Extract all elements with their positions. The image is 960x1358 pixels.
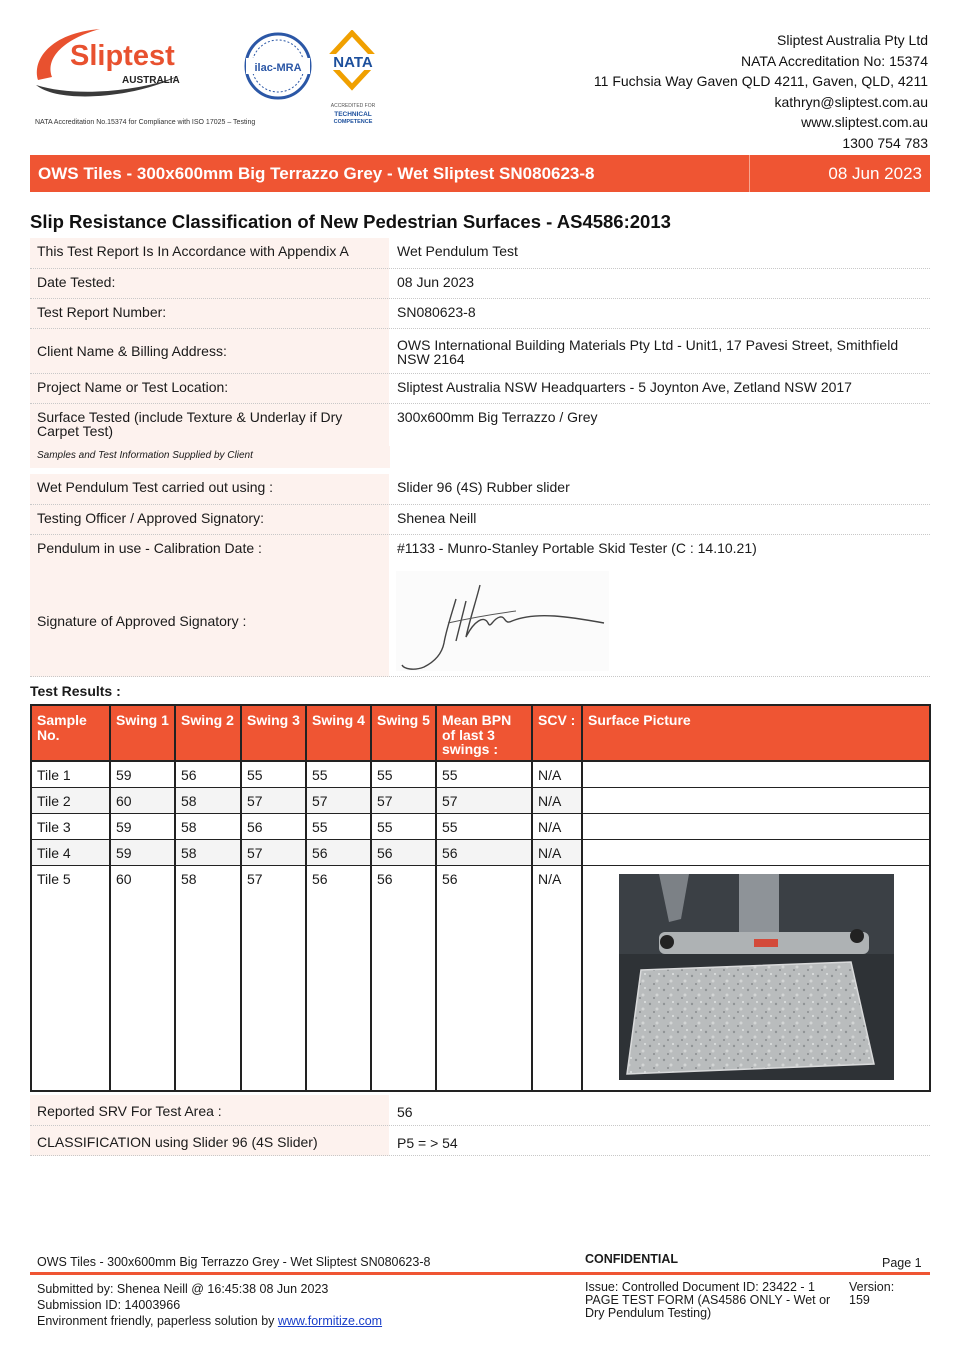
test-results-table (30, 704, 931, 1092)
footer-divider (30, 1272, 930, 1275)
table-cell: N/A (532, 813, 582, 839)
table-cell: N/A (532, 761, 582, 787)
svg-text:COMPETENCE: COMPETENCE (333, 119, 373, 125)
info-label: Wet Pendulum Test carried out using : (30, 474, 389, 505)
info-label: Client Name & Billing Address: (30, 329, 389, 374)
info-label: Signature of Approved Signatory : (30, 567, 389, 677)
col-swing-1: Swing 1 (110, 705, 175, 761)
accreditation-badges (242, 30, 387, 135)
ilac-badge (246, 34, 310, 98)
table-row (31, 813, 930, 839)
table-cell: Tile 2 (31, 787, 110, 813)
srv-value: 56 (397, 1104, 413, 1120)
samples-note: Samples and Test Information Supplied by Client (30, 446, 390, 468)
info-label: Testing Officer / Approved Signatory: (30, 505, 389, 535)
col-surface-picture: Surface Picture (582, 705, 930, 761)
surface-photo (619, 874, 894, 1083)
info-label: Project Name or Test Location: (30, 374, 389, 404)
table-cell: 59 (110, 761, 175, 787)
info-row-project (30, 374, 930, 404)
table-row (31, 761, 930, 787)
table-row (31, 865, 930, 1091)
classification-row (30, 1126, 930, 1156)
company-address: 11 Fuchsia Way Gaven QLD 4211, Gaven, QLD, 4211 (593, 73, 928, 90)
table-cell: 59 (110, 839, 175, 865)
table-cell: 55 (371, 761, 436, 787)
classification-label: CLASSIFICATION using Slider 96 (4S Slider) (30, 1126, 389, 1156)
table-cell: 57 (371, 787, 436, 813)
col-swing-3: Swing 3 (241, 705, 306, 761)
col-scv: SCV : (532, 705, 582, 761)
info-value: OWS International Building Materials Pty Ltd - Unit1, 17 Pavesi Street, Smithfield NSW 2164 (397, 337, 899, 367)
sliptest-logo (30, 25, 190, 95)
report-product-title: OWS Tiles - 300x600mm Big Terrazzo Grey - Wet Sliptest SN080623-8 (38, 164, 595, 183)
table-row (31, 787, 930, 813)
company-phone: 1300 754 783 (842, 134, 928, 151)
info-row-officer (30, 505, 930, 535)
table-cell: N/A (532, 839, 582, 865)
svg-text:ACCREDITED FOR: ACCREDITED FOR (330, 103, 376, 109)
version-value: 159 (849, 1293, 870, 1307)
info-value: Slider 96 (4S) Rubber slider (397, 479, 570, 495)
table-cell: 55 (306, 761, 371, 787)
table-cell: 57 (436, 787, 532, 813)
srv-row (30, 1095, 930, 1126)
info-value: SN080623-8 (397, 304, 476, 320)
info-row-report-number (30, 299, 930, 329)
company-website[interactable]: www.sliptest.com.au (801, 114, 928, 131)
srv-label: Reported SRV For Test Area : (30, 1095, 389, 1126)
table-cell: 57 (241, 865, 306, 1091)
submission-id: Submission ID: 14003966 (37, 1298, 181, 1312)
submitted-by: Submitted by: Shenea Neill @ 16:45:38 08 Jun 2023 (37, 1282, 329, 1296)
table-cell: N/A (532, 787, 582, 813)
issue-text: Issue: Controlled Document ID: 23422 - 1 PAGE TEST FORM (AS4586 ONLY - Wet or Dry Pendulum Testing) (585, 1280, 831, 1320)
table-cell (582, 761, 930, 787)
table-cell: 58 (175, 787, 241, 813)
svg-text:TECHNICAL: TECHNICAL (334, 111, 372, 118)
table-row (31, 839, 930, 865)
info-row-client (30, 329, 930, 374)
logo-subtext: AUSTRALIA (122, 75, 180, 86)
row-divider (30, 1155, 930, 1156)
accreditation-line: NATA Accreditation No.15374 for Compliance with ISO 17025 – Testing (35, 119, 256, 126)
info-label: Pendulum in use - Calibration Date : (30, 535, 389, 567)
company-details (594, 30, 928, 154)
environment-line: Environment friendly, paperless solution by www.formitize.com (37, 1314, 383, 1328)
formitize-link[interactable]: www.formitize.com (277, 1314, 383, 1328)
classification-value: P5 = > 54 (397, 1135, 458, 1151)
table-cell (582, 865, 930, 1091)
version-block (849, 1281, 894, 1307)
table-cell: 56 (371, 865, 436, 1091)
info-value: #1133 - Munro-Stanley Portable Skid Tester (C : 14.10.21) (397, 540, 757, 556)
table-cell: Tile 4 (31, 839, 110, 865)
info-row-slider (30, 474, 930, 505)
table-cell: Tile 3 (31, 813, 110, 839)
table-cell: 58 (175, 865, 241, 1091)
nata-badge (322, 33, 384, 125)
table-cell: 60 (110, 865, 175, 1091)
table-cell (582, 839, 930, 865)
table-cell: 55 (241, 761, 306, 787)
col-mean-bpn: Mean BPN of last 3 swings : (436, 705, 532, 761)
signature-image (396, 571, 609, 671)
table-cell: Tile 5 (31, 865, 110, 1091)
table-cell: 56 (436, 839, 532, 865)
test-results-label: Test Results : (30, 683, 121, 699)
nata-text: NATA (333, 54, 373, 71)
table-cell: 58 (175, 813, 241, 839)
section-title: Slip Resistance Classification of New Pedestrian Surfaces - AS4586:2013 (30, 211, 671, 232)
table-cell: 56 (241, 813, 306, 839)
table-cell: 58 (175, 839, 241, 865)
info-label: Surface Tested (include Texture & Underlay if Dry Carpet Test) (30, 404, 389, 446)
footer-submission (37, 1281, 382, 1329)
info-label: Date Tested: (30, 269, 389, 299)
ilac-text: ilac-MRA (254, 62, 302, 74)
title-divider (749, 155, 750, 192)
table-cell: 56 (306, 839, 371, 865)
table-cell: 56 (371, 839, 436, 865)
col-swing-5: Swing 5 (371, 705, 436, 761)
table-cell: 56 (306, 865, 371, 1091)
version-label: Version: (849, 1280, 895, 1294)
info-label: Test Report Number: (30, 299, 389, 329)
report-title-bar (30, 155, 930, 192)
confidential-label: CONFIDENTIAL (585, 1252, 679, 1266)
table-cell: 55 (436, 813, 532, 839)
info-row-surface (30, 404, 930, 446)
table-cell: 59 (110, 813, 175, 839)
table-cell (582, 813, 930, 839)
logo-text: Sliptest (70, 40, 175, 72)
info-label: This Test Report Is In Accordance with Appendix A (30, 238, 389, 269)
table-cell: 57 (241, 787, 306, 813)
company-email[interactable]: kathryn@sliptest.com.au (774, 93, 928, 110)
table-header-row (31, 705, 930, 761)
info-value: Shenea Neill (397, 510, 477, 526)
col-swing-2: Swing 2 (175, 705, 241, 761)
table-cell: 60 (110, 787, 175, 813)
info-row-date (30, 269, 930, 299)
info-row-appendix (30, 238, 930, 269)
info-value: 08 Jun 2023 (397, 274, 475, 290)
info-row-pendulum (30, 535, 930, 567)
table-cell (582, 787, 930, 813)
info-value: Wet Pendulum Test (397, 243, 518, 259)
footer-title: OWS Tiles - 300x600mm Big Terrazzo Grey - Wet Sliptest SN080623-8 (37, 1255, 431, 1269)
col-sample-no: Sample No. (31, 705, 110, 761)
company-name: Sliptest Australia Pty Ltd (777, 32, 928, 48)
table-cell: Tile 1 (31, 761, 110, 787)
row-divider (30, 676, 930, 677)
table-cell: 55 (306, 813, 371, 839)
table-cell: 56 (175, 761, 241, 787)
table-cell: 57 (241, 839, 306, 865)
page-number: Page 1 (882, 1256, 922, 1270)
report-date: 08 Jun 2023 (828, 164, 922, 183)
nata-number: NATA Accreditation No: 15374 (740, 52, 928, 69)
table-cell: N/A (532, 865, 582, 1091)
table-cell: 55 (436, 761, 532, 787)
info-value: Sliptest Australia NSW Headquarters - 5 Joynton Ave, Zetland NSW 2017 (397, 379, 852, 395)
table-cell: 55 (371, 813, 436, 839)
table-cell: 56 (436, 865, 532, 1091)
col-swing-4: Swing 4 (306, 705, 371, 761)
table-cell: 57 (306, 787, 371, 813)
info-value: 300x600mm Big Terrazzo / Grey (397, 409, 598, 425)
